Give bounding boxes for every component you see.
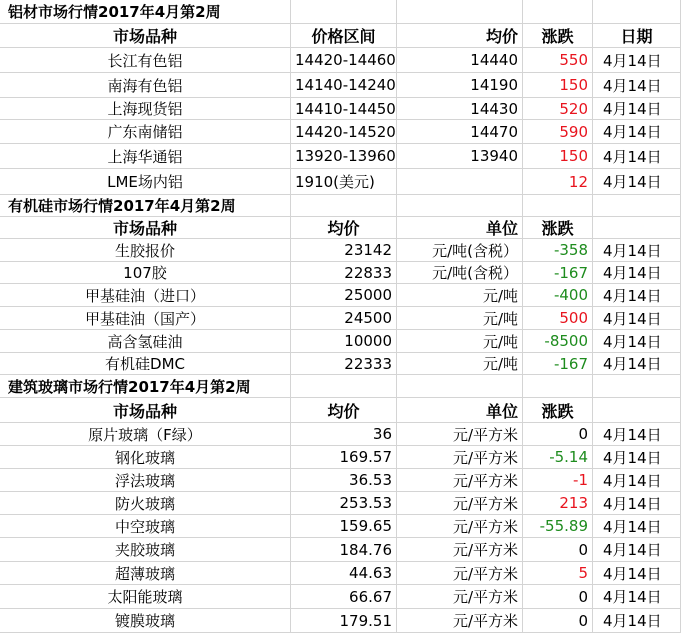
- row-name[interactable]: 广东南储铝: [0, 120, 291, 144]
- header-market-item[interactable]: 市场品种: [0, 24, 291, 48]
- row-change[interactable]: 520: [523, 98, 593, 120]
- row-change[interactable]: -55.89: [523, 515, 593, 538]
- row-price-range[interactable]: 14420-14520: [291, 120, 397, 144]
- row-unit[interactable]: 元/平方米: [397, 446, 523, 469]
- row-name[interactable]: 镀膜玻璃: [0, 609, 291, 633]
- header-row: [0, 217, 681, 239]
- section-title-row: [0, 0, 681, 24]
- row-date[interactable]: 4月14日: [593, 562, 681, 585]
- row-date[interactable]: 4月14日: [593, 262, 681, 284]
- row-change[interactable]: 0: [523, 585, 593, 609]
- section-title[interactable]: 有机硅市场行情2017年4月第2周: [0, 195, 291, 217]
- row-date[interactable]: 4月14日: [593, 538, 681, 562]
- header-avg-price[interactable]: 均价: [291, 217, 397, 239]
- row-avg-price[interactable]: 13940: [397, 144, 523, 169]
- row-change[interactable]: 150: [523, 73, 593, 98]
- row-unit[interactable]: 元/平方米: [397, 562, 523, 585]
- row-date[interactable]: 4月14日: [593, 73, 681, 98]
- row-date[interactable]: 4月14日: [593, 423, 681, 446]
- table-row: [0, 609, 681, 633]
- empty-cell[interactable]: [291, 375, 397, 398]
- row-name[interactable]: 南海有色铝: [0, 73, 291, 98]
- row-date[interactable]: 4月14日: [593, 446, 681, 469]
- table-row: [0, 469, 681, 492]
- empty-cell[interactable]: [523, 195, 593, 217]
- table-row: [0, 73, 681, 98]
- table-row: [0, 538, 681, 562]
- row-date[interactable]: 4月14日: [593, 284, 681, 307]
- row-avg-price[interactable]: 159.65: [291, 515, 397, 538]
- row-date[interactable]: 4月14日: [593, 120, 681, 144]
- row-change[interactable]: 150: [523, 144, 593, 169]
- row-change[interactable]: 0: [523, 609, 593, 633]
- header-row: [0, 398, 681, 423]
- row-avg-price[interactable]: 253.53: [291, 492, 397, 515]
- row-change[interactable]: 213: [523, 492, 593, 515]
- row-name[interactable]: 浮法玻璃: [0, 469, 291, 492]
- header-row: [0, 24, 681, 48]
- header-unit[interactable]: 单位: [397, 398, 523, 423]
- row-name[interactable]: 107胶: [0, 262, 291, 284]
- table-row: [0, 48, 681, 73]
- row-name[interactable]: 生胶报价: [0, 239, 291, 262]
- row-date[interactable]: 4月14日: [593, 492, 681, 515]
- row-unit[interactable]: 元/平方米: [397, 515, 523, 538]
- table-row: [0, 353, 681, 375]
- header-unit[interactable]: 单位: [397, 217, 523, 239]
- row-unit[interactable]: 元/平方米: [397, 492, 523, 515]
- table-row: [0, 562, 681, 585]
- row-name[interactable]: 高含氢硅油: [0, 330, 291, 353]
- row-avg-price[interactable]: 25000: [291, 284, 397, 307]
- header-avg-price[interactable]: 均价: [291, 398, 397, 423]
- table-row: [0, 307, 681, 330]
- row-unit[interactable]: 元/吨: [397, 307, 523, 330]
- row-avg-price[interactable]: 23142: [291, 239, 397, 262]
- row-change[interactable]: -400: [523, 284, 593, 307]
- row-change[interactable]: -5.14: [523, 446, 593, 469]
- header-change[interactable]: 涨跌: [523, 217, 593, 239]
- row-change[interactable]: 590: [523, 120, 593, 144]
- row-change[interactable]: 0: [523, 423, 593, 446]
- table-row: [0, 515, 681, 538]
- row-unit[interactable]: 元/平方米: [397, 423, 523, 446]
- row-name[interactable]: 上海华通铝: [0, 144, 291, 169]
- table-row: [0, 284, 681, 307]
- row-change[interactable]: 550: [523, 48, 593, 73]
- section-title[interactable]: 铝材市场行情2017年4月第2周: [0, 0, 291, 24]
- row-date[interactable]: 4月14日: [593, 330, 681, 353]
- row-change[interactable]: 500: [523, 307, 593, 330]
- table-row: [0, 262, 681, 284]
- row-unit[interactable]: 元/吨: [397, 284, 523, 307]
- empty-cell[interactable]: [523, 375, 593, 398]
- row-avg-price[interactable]: 66.67: [291, 585, 397, 609]
- row-name[interactable]: 甲基硅油（进口）: [0, 284, 291, 307]
- row-date[interactable]: 4月14日: [593, 353, 681, 375]
- row-change[interactable]: -1: [523, 469, 593, 492]
- table-row: [0, 239, 681, 262]
- section-title[interactable]: 建筑玻璃市场行情2017年4月第2周: [0, 375, 291, 398]
- empty-cell[interactable]: [523, 0, 593, 24]
- row-avg-price[interactable]: 169.57: [291, 446, 397, 469]
- table-row: [0, 423, 681, 446]
- row-avg-price[interactable]: 24500: [291, 307, 397, 330]
- row-date[interactable]: 4月14日: [593, 48, 681, 73]
- header-change[interactable]: 涨跌: [523, 24, 593, 48]
- row-unit[interactable]: 元/吨: [397, 330, 523, 353]
- header-market-item[interactable]: 市场品种: [0, 398, 291, 423]
- row-price-range[interactable]: 14140-14240: [291, 73, 397, 98]
- row-name[interactable]: 防火玻璃: [0, 492, 291, 515]
- row-unit[interactable]: 元/平方米: [397, 609, 523, 633]
- empty-cell[interactable]: [291, 195, 397, 217]
- table-row: [0, 120, 681, 144]
- row-price-range[interactable]: 1910(美元): [291, 169, 397, 195]
- row-avg-price[interactable]: 44.63: [291, 562, 397, 585]
- row-avg-price[interactable]: 14190: [397, 73, 523, 98]
- table-row: [0, 169, 681, 195]
- row-name[interactable]: 夹胶玻璃: [0, 538, 291, 562]
- row-name[interactable]: 上海现货铝: [0, 98, 291, 120]
- row-date[interactable]: 4月14日: [593, 307, 681, 330]
- row-avg-price[interactable]: [397, 169, 523, 195]
- row-price-range[interactable]: 13920-13960: [291, 144, 397, 169]
- row-change[interactable]: 5: [523, 562, 593, 585]
- row-date[interactable]: 4月14日: [593, 585, 681, 609]
- row-name[interactable]: 超薄玻璃: [0, 562, 291, 585]
- table-row: [0, 585, 681, 609]
- table-row: [0, 98, 681, 120]
- row-change[interactable]: -8500: [523, 330, 593, 353]
- row-unit[interactable]: 元/吨(含税）: [397, 239, 523, 262]
- row-date[interactable]: 4月14日: [593, 609, 681, 633]
- row-avg-price[interactable]: 14440: [397, 48, 523, 73]
- row-avg-price[interactable]: 10000: [291, 330, 397, 353]
- row-change[interactable]: -167: [523, 353, 593, 375]
- row-avg-price[interactable]: 14470: [397, 120, 523, 144]
- row-avg-price[interactable]: 22333: [291, 353, 397, 375]
- row-change[interactable]: 0: [523, 538, 593, 562]
- row-price-range[interactable]: 14410-14450: [291, 98, 397, 120]
- header-change[interactable]: 涨跌: [523, 398, 593, 423]
- row-date[interactable]: 4月14日: [593, 169, 681, 195]
- table-row: [0, 446, 681, 469]
- row-avg-price[interactable]: 36: [291, 423, 397, 446]
- row-avg-price[interactable]: 179.51: [291, 609, 397, 633]
- row-date[interactable]: 4月14日: [593, 515, 681, 538]
- header-price-range[interactable]: 价格区间: [291, 24, 397, 48]
- row-change[interactable]: -167: [523, 262, 593, 284]
- row-price-range[interactable]: 14420-14460: [291, 48, 397, 73]
- row-unit[interactable]: 元/吨: [397, 353, 523, 375]
- row-name[interactable]: 钢化玻璃: [0, 446, 291, 469]
- row-name[interactable]: 原片玻璃（F绿）: [0, 423, 291, 446]
- row-avg-price[interactable]: 22833: [291, 262, 397, 284]
- row-name[interactable]: 太阳能玻璃: [0, 585, 291, 609]
- row-unit[interactable]: 元/平方米: [397, 538, 523, 562]
- row-date[interactable]: 4月14日: [593, 469, 681, 492]
- empty-cell[interactable]: [593, 398, 681, 423]
- row-avg-price[interactable]: 36.53: [291, 469, 397, 492]
- empty-cell[interactable]: [291, 0, 397, 24]
- row-change[interactable]: 12: [523, 169, 593, 195]
- empty-cell[interactable]: [593, 375, 681, 398]
- empty-cell[interactable]: [397, 0, 523, 24]
- table-row: [0, 492, 681, 515]
- header-avg-price[interactable]: 均价: [397, 24, 523, 48]
- table-row: [0, 144, 681, 169]
- row-name[interactable]: 有机硅DMC: [0, 353, 291, 375]
- empty-cell[interactable]: [593, 0, 681, 24]
- row-date[interactable]: 4月14日: [593, 144, 681, 169]
- empty-cell[interactable]: [397, 195, 523, 217]
- header-date[interactable]: 日期: [593, 24, 681, 48]
- row-date[interactable]: 4月14日: [593, 239, 681, 262]
- row-change[interactable]: -358: [523, 239, 593, 262]
- row-avg-price[interactable]: 184.76: [291, 538, 397, 562]
- section-title-row: [0, 195, 681, 217]
- section-title-row: [0, 375, 681, 398]
- empty-cell[interactable]: [593, 217, 681, 239]
- row-name[interactable]: 长江有色铝: [0, 48, 291, 73]
- row-unit[interactable]: 元/吨(含税）: [397, 262, 523, 284]
- row-name[interactable]: 甲基硅油（国产）: [0, 307, 291, 330]
- row-date[interactable]: 4月14日: [593, 98, 681, 120]
- row-name[interactable]: LME场内铝: [0, 169, 291, 195]
- empty-cell[interactable]: [397, 375, 523, 398]
- table-row: [0, 330, 681, 353]
- row-avg-price[interactable]: 14430: [397, 98, 523, 120]
- row-unit[interactable]: 元/平方米: [397, 585, 523, 609]
- row-unit[interactable]: 元/平方米: [397, 469, 523, 492]
- empty-cell[interactable]: [593, 195, 681, 217]
- header-market-item[interactable]: 市场品种: [0, 217, 291, 239]
- row-name[interactable]: 中空玻璃: [0, 515, 291, 538]
